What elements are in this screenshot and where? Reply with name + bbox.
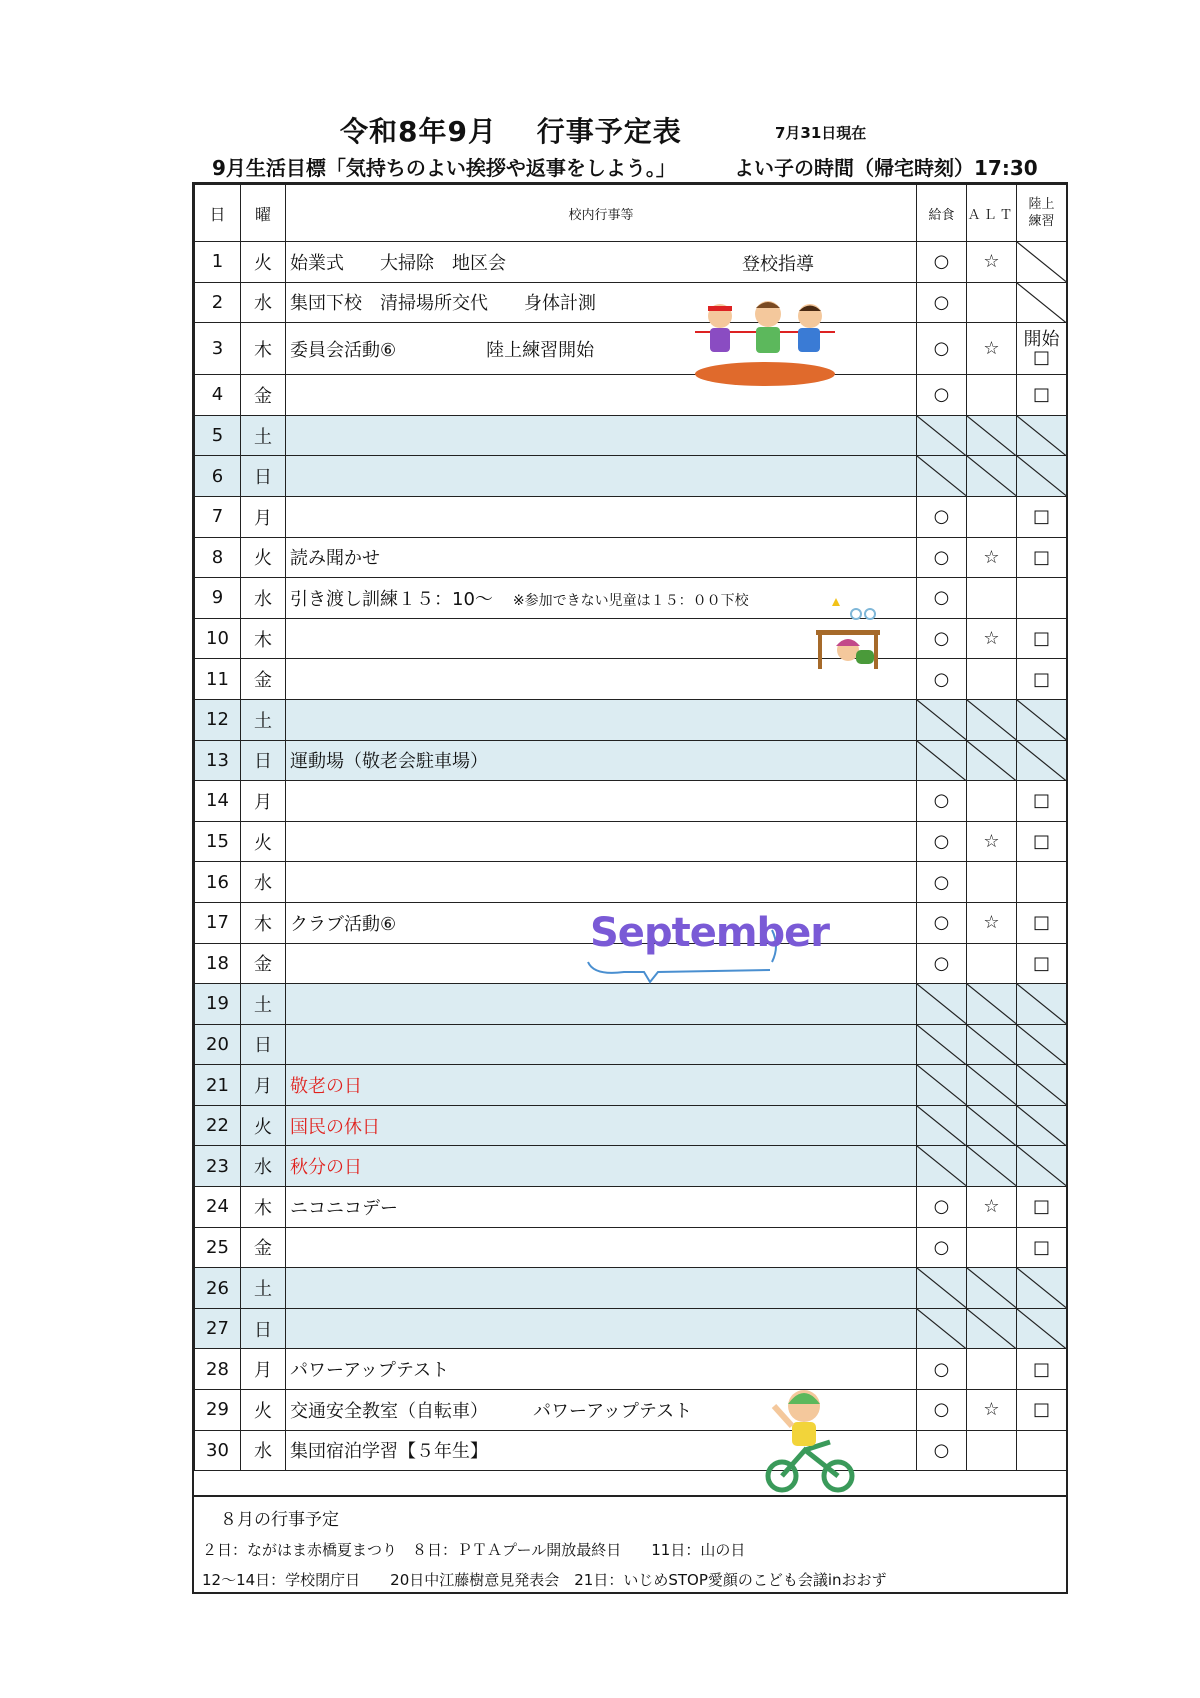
event-text-2: 登校指導: [742, 254, 814, 275]
event-text: ニコニコデー: [290, 1197, 398, 1219]
august-schedule: [194, 1495, 1066, 1596]
alt-cell: [967, 781, 1017, 822]
weekday-cell: 金: [241, 375, 286, 416]
table-header: [195, 185, 1067, 242]
title-bar: [0, 110, 1200, 150]
day-cell: 23: [195, 1146, 241, 1187]
day-cell: 11: [195, 659, 241, 700]
weekday-cell: 土: [241, 415, 286, 456]
table-row: [195, 578, 1067, 619]
day-cell: 6: [195, 456, 241, 497]
event-cell: [286, 242, 917, 283]
event-cell: [286, 537, 917, 578]
day-cell: 2: [195, 282, 241, 323]
alt-cell-none: [967, 1268, 1017, 1309]
goal-bar: [212, 152, 1072, 182]
lunch-cell-none: [917, 740, 967, 781]
event-cell: [286, 699, 917, 740]
event-text: 委員会活動⑥ 陸上練習開始: [290, 339, 595, 361]
table-row: [195, 1390, 1067, 1431]
weekday-cell: 日: [241, 740, 286, 781]
day-cell: 13: [195, 740, 241, 781]
alt-cell: ☆: [967, 821, 1017, 862]
track-cell: □: [1017, 1227, 1067, 1268]
weekday-cell: 水: [241, 1430, 286, 1471]
track-cell-none: [1017, 282, 1067, 323]
track-start: 開始: [1023, 328, 1060, 350]
track-cell: □: [1017, 943, 1067, 984]
event-cell: [286, 496, 917, 537]
track-cell: □: [1017, 821, 1067, 862]
lunch-cell: ○: [917, 282, 967, 323]
day-cell: 21: [195, 1065, 241, 1106]
table-row: [195, 1349, 1067, 1390]
track-cell: □: [1017, 1349, 1067, 1390]
lunch-cell: ○: [917, 496, 967, 537]
lunch-cell: ○: [917, 578, 967, 619]
table-row: [195, 862, 1067, 903]
table-row: [195, 456, 1067, 497]
bicycle-child-illustration: [760, 1384, 860, 1496]
table-row: [195, 1024, 1067, 1065]
weekday-cell: 火: [241, 1390, 286, 1431]
track-cell-none: [1017, 1065, 1067, 1106]
event-cell: [286, 1024, 917, 1065]
table-row: [195, 496, 1067, 537]
header-weekday: 曜: [241, 185, 286, 242]
track-cell-none: [1017, 1308, 1067, 1349]
alt-cell: [967, 1430, 1017, 1471]
table-row: [195, 415, 1067, 456]
lunch-cell-none: [917, 699, 967, 740]
day-cell: 1: [195, 242, 241, 283]
event-cell: [286, 821, 917, 862]
track-cell-none: [1017, 699, 1067, 740]
table-row: [195, 699, 1067, 740]
weekday-cell: 月: [241, 1065, 286, 1106]
lunch-cell: ○: [917, 659, 967, 700]
track-cell-none: [1017, 1024, 1067, 1065]
lunch-cell-none: [917, 1024, 967, 1065]
weekday-cell: 水: [241, 282, 286, 323]
track-cell: □: [1017, 781, 1067, 822]
lunch-cell-none: [917, 1146, 967, 1187]
event-cell: [286, 862, 917, 903]
day-cell: 15: [195, 821, 241, 862]
header-track: [1017, 185, 1067, 242]
weekday-cell: 水: [241, 1146, 286, 1187]
track-cell-none: [1017, 1268, 1067, 1309]
day-cell: 14: [195, 781, 241, 822]
weekday-cell: 月: [241, 781, 286, 822]
day-cell: 3: [195, 323, 241, 375]
weekday-cell: 火: [241, 537, 286, 578]
track-cell: □: [1017, 659, 1067, 700]
track-cell: □: [1017, 375, 1067, 416]
lunch-cell-none: [917, 984, 967, 1025]
alt-cell-none: [967, 456, 1017, 497]
event-text: 集団宿泊学習【５年生】: [290, 1441, 488, 1463]
event-cell: [286, 1308, 917, 1349]
event-cell: [286, 456, 917, 497]
event-note: ※参加できない児童は１５：００下校: [512, 592, 749, 609]
day-cell: 19: [195, 984, 241, 1025]
home-time: よい子の時間（帰宅時刻）17:30: [734, 156, 1038, 180]
lunch-cell: ○: [917, 242, 967, 283]
table-row: [195, 740, 1067, 781]
weekday-cell: 火: [241, 821, 286, 862]
table-row: [195, 984, 1067, 1025]
page-title: 令和8年9月 行事予定表: [340, 115, 682, 148]
event-cell: [286, 415, 917, 456]
table-row: [195, 1308, 1067, 1349]
event-cell: [286, 1268, 917, 1309]
alt-cell: ☆: [967, 537, 1017, 578]
event-text: 読み聞かせ: [290, 548, 380, 570]
september-logo: [584, 906, 829, 986]
september-text: September: [590, 910, 829, 956]
alt-cell-none: [967, 1146, 1017, 1187]
lunch-cell-none: [917, 415, 967, 456]
weekday-cell: 金: [241, 659, 286, 700]
day-cell: 16: [195, 862, 241, 903]
event-cell: [286, 781, 917, 822]
alt-cell: [967, 282, 1017, 323]
alt-cell-none: [967, 740, 1017, 781]
day-cell: 25: [195, 1227, 241, 1268]
lunch-cell-none: [917, 1308, 967, 1349]
table-row: [195, 323, 1067, 375]
day-cell: 4: [195, 375, 241, 416]
alt-cell: [967, 862, 1017, 903]
lunch-cell: ○: [917, 1390, 967, 1431]
weekday-cell: 木: [241, 323, 286, 375]
table-row: [195, 1227, 1067, 1268]
alt-cell: [967, 496, 1017, 537]
event-cell: [286, 1227, 917, 1268]
weekday-cell: 木: [241, 1187, 286, 1228]
lunch-cell: ○: [917, 1227, 967, 1268]
lunch-cell: ○: [917, 1349, 967, 1390]
table-row: [195, 659, 1067, 700]
event-cell: [286, 1146, 917, 1187]
header-day: 日: [195, 185, 241, 242]
table-row: [195, 1105, 1067, 1146]
table-row: [195, 537, 1067, 578]
header-lunch: 給食: [917, 185, 967, 242]
event-cell: [286, 1065, 917, 1106]
day-cell: 26: [195, 1268, 241, 1309]
header-track-line1: 陸上: [1028, 197, 1055, 212]
weekday-cell: 月: [241, 496, 286, 537]
day-cell: 20: [195, 1024, 241, 1065]
lunch-cell-none: [917, 1105, 967, 1146]
event-cell: [286, 1187, 917, 1228]
track-box: □: [1032, 346, 1050, 368]
schedule-table: [194, 184, 1067, 1471]
lunch-cell-none: [917, 1065, 967, 1106]
weekday-cell: 土: [241, 1268, 286, 1309]
alt-cell-none: [967, 1308, 1017, 1349]
day-cell: 18: [195, 943, 241, 984]
lunch-cell: ○: [917, 323, 967, 375]
track-cell: □: [1017, 1187, 1067, 1228]
alt-cell: [967, 1227, 1017, 1268]
event-cell: [286, 1105, 917, 1146]
track-cell: □: [1017, 1390, 1067, 1431]
event-text: 国民の休日: [290, 1116, 380, 1138]
alt-cell: ☆: [967, 1187, 1017, 1228]
track-cell: □: [1017, 496, 1067, 537]
day-cell: 30: [195, 1430, 241, 1471]
table-row: [195, 821, 1067, 862]
weekday-cell: 木: [241, 902, 286, 943]
day-cell: 29: [195, 1390, 241, 1431]
weekday-cell: 日: [241, 1024, 286, 1065]
header-track-line2: 練習: [1028, 214, 1055, 229]
lunch-cell: ○: [917, 1187, 967, 1228]
event-text: 交通安全教室（自転車） パワーアップテスト: [290, 1400, 693, 1422]
weekday-cell: 月: [241, 1349, 286, 1390]
track-cell: [1017, 1430, 1067, 1471]
track-cell-none: [1017, 1146, 1067, 1187]
weekday-cell: 日: [241, 1308, 286, 1349]
weekday-cell: 金: [241, 1227, 286, 1268]
header-events: 校内行事等: [286, 185, 917, 242]
alt-cell-none: [967, 1105, 1017, 1146]
day-cell: 24: [195, 1187, 241, 1228]
track-cell: □: [1017, 902, 1067, 943]
track-cell-none: [1017, 456, 1067, 497]
as-of-date: 7月31日現在: [775, 124, 867, 142]
weekday-cell: 水: [241, 862, 286, 903]
track-cell-none: [1017, 415, 1067, 456]
weekday-cell: 土: [241, 984, 286, 1025]
alt-cell-none: [967, 699, 1017, 740]
track-cell: [1017, 862, 1067, 903]
alt-cell: ☆: [967, 242, 1017, 283]
track-cell-none: [1017, 984, 1067, 1025]
track-cell-none: [1017, 740, 1067, 781]
weekday-cell: 火: [241, 242, 286, 283]
alt-cell-none: [967, 1065, 1017, 1106]
weekday-cell: 水: [241, 578, 286, 619]
track-cell: [1017, 578, 1067, 619]
weekday-cell: 火: [241, 1105, 286, 1146]
track-cell: □: [1017, 537, 1067, 578]
lunch-cell: ○: [917, 862, 967, 903]
alt-cell: [967, 578, 1017, 619]
lunch-cell-none: [917, 1268, 967, 1309]
day-cell: 27: [195, 1308, 241, 1349]
lunch-cell: ○: [917, 375, 967, 416]
track-cell-none: [1017, 242, 1067, 283]
day-cell: 22: [195, 1105, 241, 1146]
alt-cell: ☆: [967, 618, 1017, 659]
table-row: [195, 282, 1067, 323]
table-row: [195, 1146, 1067, 1187]
alt-cell: ☆: [967, 1390, 1017, 1431]
alt-cell: [967, 375, 1017, 416]
day-cell: 9: [195, 578, 241, 619]
lunch-cell: ○: [917, 1430, 967, 1471]
table-row: [195, 781, 1067, 822]
alt-cell: [967, 943, 1017, 984]
event-text: 敬老の日: [290, 1076, 362, 1098]
lunch-cell: ○: [917, 821, 967, 862]
weekday-cell: 金: [241, 943, 286, 984]
event-text: パワーアップテスト: [290, 1360, 450, 1382]
event-text: 集団下校 清掃場所交代 身体計測: [290, 293, 596, 315]
track-cell: □: [1017, 618, 1067, 659]
track-cell: [1017, 323, 1067, 375]
day-cell: 12: [195, 699, 241, 740]
alt-cell: [967, 1349, 1017, 1390]
day-cell: 7: [195, 496, 241, 537]
weekday-cell: 木: [241, 618, 286, 659]
lunch-cell: ○: [917, 781, 967, 822]
track-cell-none: [1017, 1105, 1067, 1146]
day-cell: 10: [195, 618, 241, 659]
header-alt: ＡＬＴ: [967, 185, 1017, 242]
august-line-2: 12〜14日：学校閉庁日 20日中江藤樹意見発表会 21日：いじめSTOP愛顔のこども会議inおおず: [202, 1571, 887, 1589]
day-cell: 8: [195, 537, 241, 578]
event-text: 引き渡し訓練１５：10〜: [290, 588, 493, 610]
day-cell: 28: [195, 1349, 241, 1390]
lunch-cell: ○: [917, 618, 967, 659]
weekday-cell: 日: [241, 456, 286, 497]
lunch-cell: ○: [917, 902, 967, 943]
day-cell: 5: [195, 415, 241, 456]
table-row: [195, 1187, 1067, 1228]
august-line-1: ２日：ながはま赤橋夏まつり ８日：ＰＴＡプール開放最終日 11日：山の日: [202, 1541, 746, 1559]
table-row: [195, 1430, 1067, 1471]
event-text: クラブ活動⑥: [290, 913, 397, 935]
alt-cell-none: [967, 1024, 1017, 1065]
table-row: [195, 1065, 1067, 1106]
weekday-cell: 土: [241, 699, 286, 740]
event-text: 始業式 大掃除 地区会: [290, 252, 506, 274]
alt-cell: ☆: [967, 902, 1017, 943]
lunch-cell-none: [917, 456, 967, 497]
alt-cell-none: [967, 984, 1017, 1025]
table-row: [195, 618, 1067, 659]
table-row: [195, 1268, 1067, 1309]
event-text: 秋分の日: [290, 1157, 362, 1179]
lunch-cell: ○: [917, 943, 967, 984]
alt-cell: ☆: [967, 323, 1017, 375]
august-title: ８月の行事予定: [220, 1510, 339, 1530]
event-cell: [286, 740, 917, 781]
alt-cell: [967, 659, 1017, 700]
earthquake-drill-illustration: [812, 596, 892, 676]
event-text: 運動場（敬老会駐車場）: [290, 751, 488, 773]
monthly-goal: 9月生活目標「気持ちのよい挨拶や返事をしよう。」: [212, 156, 676, 180]
table-row: [195, 375, 1067, 416]
schedule-sheet: [192, 182, 1068, 1594]
table-row: [195, 242, 1067, 283]
running-race-illustration: [690, 296, 840, 388]
event-cell: [286, 984, 917, 1025]
alt-cell-none: [967, 415, 1017, 456]
day-cell: 17: [195, 902, 241, 943]
lunch-cell: ○: [917, 537, 967, 578]
